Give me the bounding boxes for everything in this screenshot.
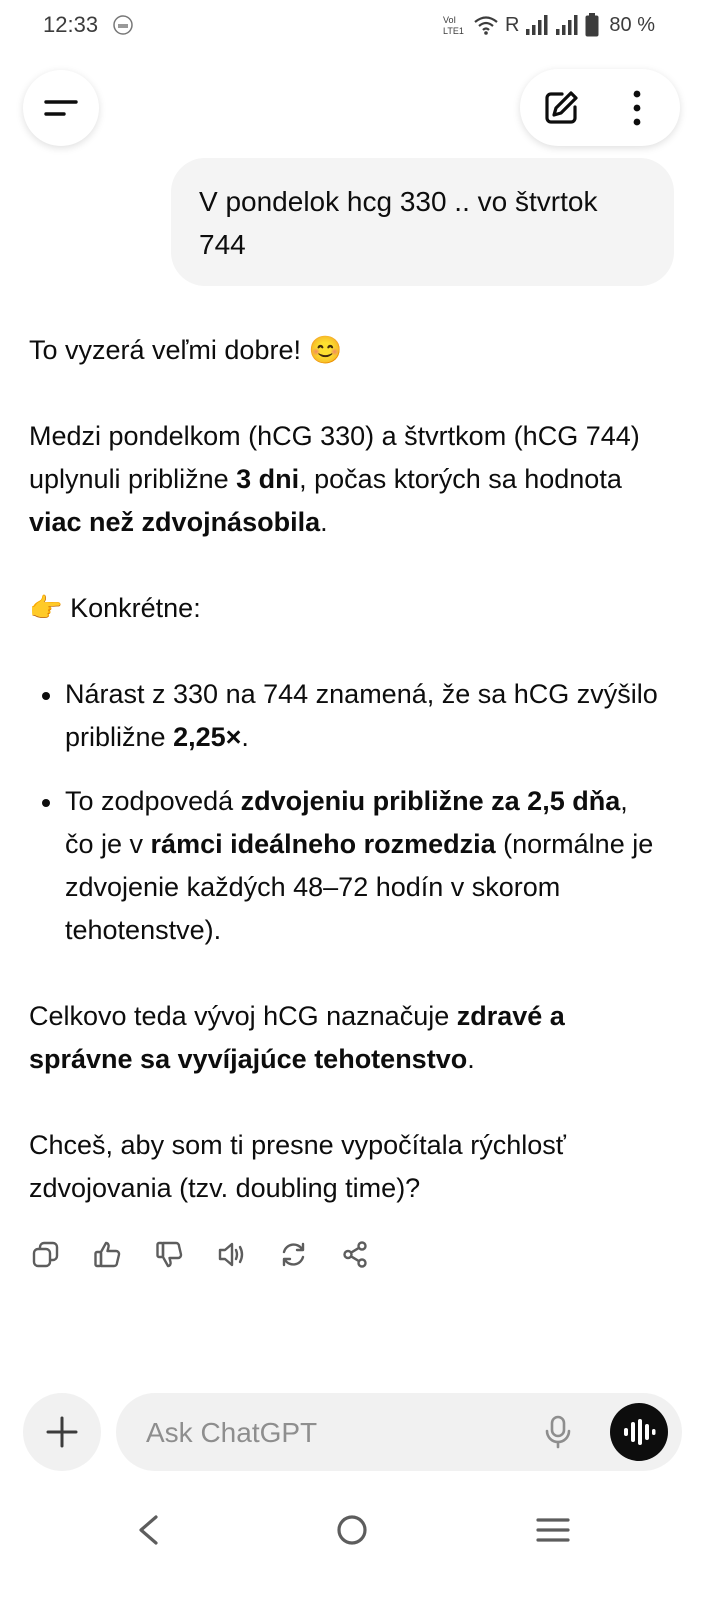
roaming-indicator: R [504, 13, 520, 36]
status-icons [443, 13, 655, 37]
recent-apps-icon[interactable] [536, 1516, 570, 1544]
home-icon[interactable] [336, 1514, 368, 1546]
list-item: To zodpovedá zdvojeniu približne za 2,5 dňa, čo je v rámci ideálneho rozmedzia (normálne je zdvojenie každých 48–72 hodín v skorom tehotenstve). [29, 780, 659, 952]
signal-icon-2 [555, 14, 579, 36]
answer-heading: 👉 Konkrétne: [29, 593, 201, 623]
thumbs-down-icon [155, 1240, 184, 1269]
status-time: 12:33 [43, 12, 99, 37]
back-icon[interactable] [136, 1514, 160, 1546]
system-navigation-bar [0, 1500, 717, 1560]
copy-button[interactable] [31, 1240, 60, 1269]
header-actions [520, 69, 680, 146]
new-chat-button[interactable] [542, 89, 580, 127]
signal-icon [525, 14, 549, 36]
user-message-bubble [171, 158, 674, 286]
regenerate-button[interactable] [279, 1240, 308, 1269]
answer-intro: To vyzerá veľmi dobre! 😊 [29, 335, 343, 365]
regenerate-icon [279, 1240, 308, 1269]
more-options-button[interactable] [627, 88, 647, 128]
svg-text:VoI: VoI [442, 15, 456, 25]
svg-text:LTE1: LTE1 [442, 26, 464, 36]
hamburger-menu-icon [43, 96, 79, 120]
thumbs-down-button[interactable] [155, 1240, 184, 1269]
message-actions [31, 1240, 370, 1269]
volte-icon [443, 14, 467, 36]
copy-icon [31, 1240, 60, 1269]
microphone-icon[interactable] [540, 1414, 576, 1450]
share-icon [341, 1240, 370, 1269]
answer-conclusion: Celkovo teda vývoj hCG naznačuje zdravé a správne sa vyvíjajúce tehotenstvo. [29, 1001, 565, 1074]
voice-waveform-icon [622, 1418, 656, 1446]
battery-percent: 80 % [609, 13, 655, 36]
answer-paragraph-1: Medzi pondelkom (hCG 330) a štvrtkom (hCG 744) uplynuli približne 3 dni, počas ktorých sa hodnota viac než zdvojnásobila. [29, 421, 640, 537]
message-composer [116, 1393, 682, 1471]
attach-button[interactable] [23, 1393, 101, 1471]
thumbs-up-icon [93, 1240, 122, 1269]
user-message-text: V pondelok hcg 330 .. vo štvrtok 744 [199, 186, 598, 260]
wifi-icon [473, 14, 499, 36]
share-button[interactable] [341, 1240, 370, 1269]
notification-icon [112, 14, 134, 36]
message-input[interactable] [144, 1393, 528, 1473]
list-item: Nárast z 330 na 744 znamená, že sa hCG zvýšilo približne 2,25×. [29, 673, 659, 759]
thumbs-up-button[interactable] [93, 1240, 122, 1269]
read-aloud-icon [217, 1240, 246, 1269]
answer-bullet-list [29, 673, 659, 952]
battery-icon [585, 13, 599, 37]
plus-icon [46, 1416, 78, 1448]
menu-button[interactable] [23, 70, 99, 146]
answer-question: Chceš, aby som ti presne vypočítala rýchlosť zdvojovania (tzv. doubling time)? [29, 1130, 566, 1203]
status-bar [0, 0, 717, 52]
read-aloud-button[interactable] [217, 1240, 246, 1269]
voice-mode-button[interactable] [610, 1403, 668, 1461]
